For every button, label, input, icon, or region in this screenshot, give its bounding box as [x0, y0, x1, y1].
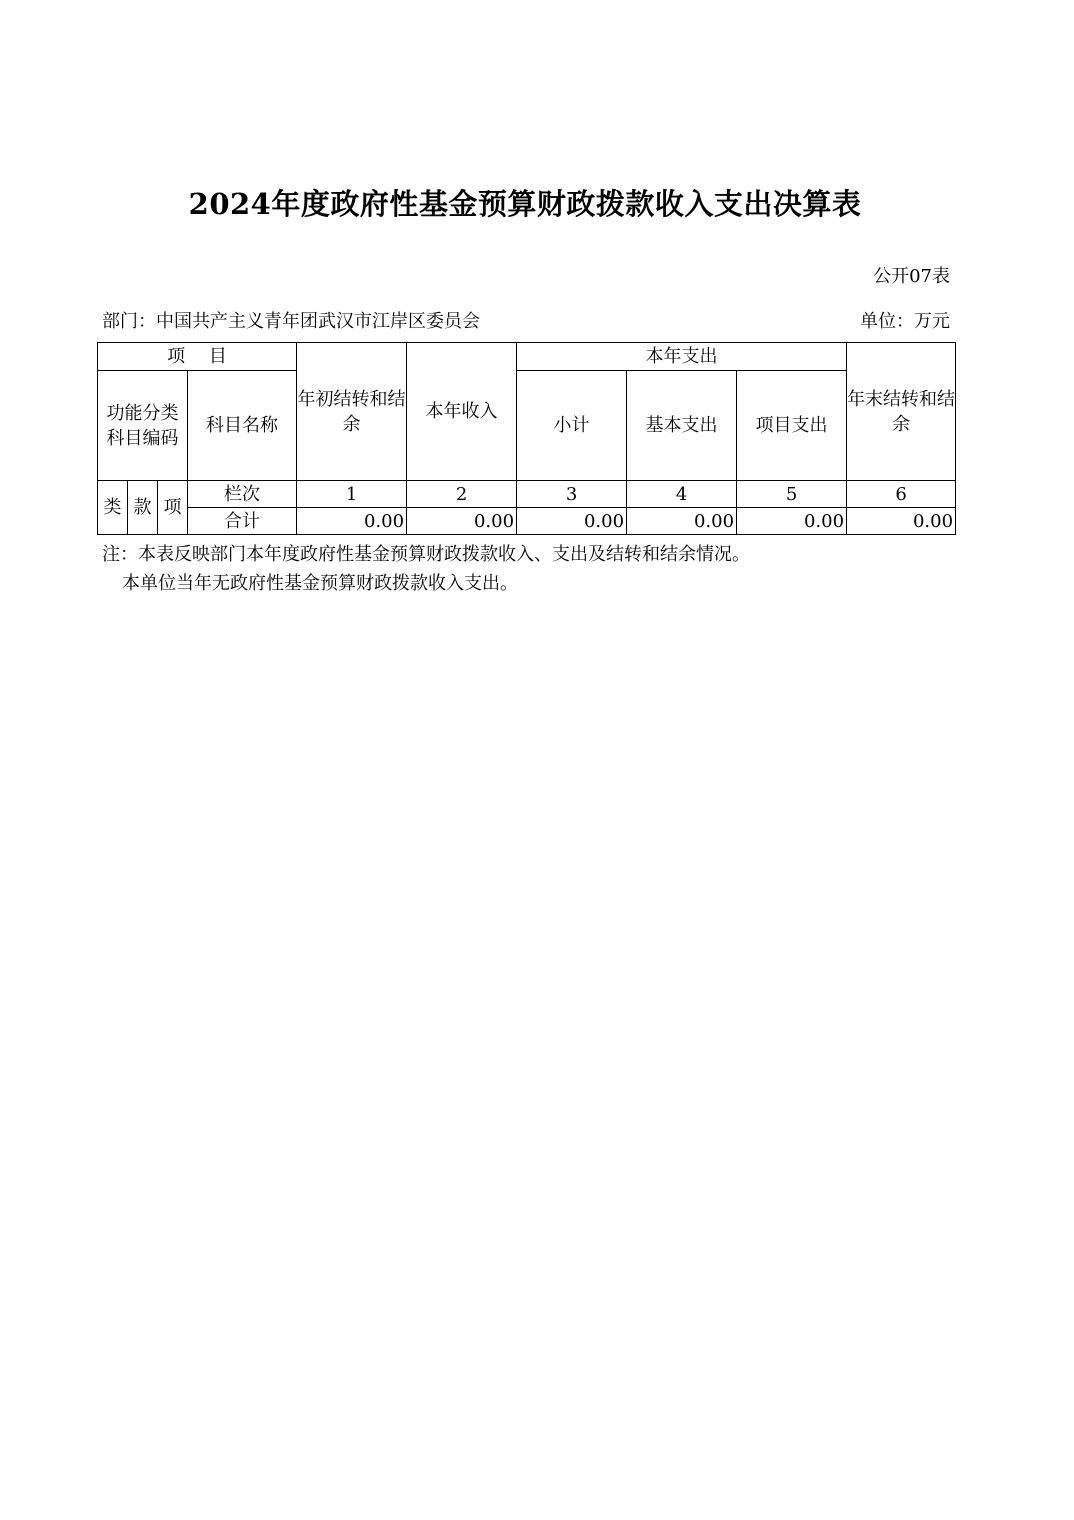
header-func-code: 功能分类科目编码	[98, 371, 188, 481]
header-begin-balance: 年初结转和结余	[297, 343, 407, 481]
header-project: 项目支出	[737, 371, 847, 481]
column-number: 5	[737, 481, 847, 508]
form-code: 公开07表	[873, 266, 950, 287]
column-number: 6	[847, 481, 956, 508]
page-title: 2024年度政府性基金预算财政拨款收入支出决算表	[188, 187, 862, 221]
column-number: 4	[627, 481, 737, 508]
code-lei: 类	[98, 481, 128, 535]
total-label: 合计	[188, 508, 297, 535]
column-number: 1	[297, 481, 407, 508]
department-label: 部门：中国共产主义青年团武汉市江岸区委员会	[102, 311, 480, 332]
header-income: 本年收入	[407, 343, 517, 481]
column-number: 3	[517, 481, 627, 508]
total-value: 0.00	[407, 508, 517, 535]
header-item: 项 目	[98, 343, 297, 371]
total-value: 0.00	[737, 508, 847, 535]
code-kuan: 款	[128, 481, 158, 535]
header-subtotal: 小计	[517, 371, 627, 481]
unit-label: 单位：万元	[860, 311, 950, 332]
header-subject-name: 科目名称	[188, 371, 297, 481]
row-column-label: 栏次	[188, 481, 297, 508]
header-basic: 基本支出	[627, 371, 737, 481]
header-end-balance: 年末结转和结余	[847, 343, 956, 481]
header-expense-group: 本年支出	[517, 343, 847, 371]
total-value: 0.00	[297, 508, 407, 535]
notes	[102, 540, 750, 598]
total-value: 0.00	[627, 508, 737, 535]
total-value: 0.00	[847, 508, 956, 535]
code-xiang: 项	[158, 481, 188, 535]
note-line: 注：本表反映部门本年度政府性基金预算财政拨款收入、支出及结转和结余情况。	[102, 544, 750, 565]
total-value: 0.00	[517, 508, 627, 535]
column-number: 2	[407, 481, 517, 508]
budget-table	[97, 342, 956, 535]
note-line: 本单位当年无政府性基金预算财政拨款收入支出。	[122, 573, 518, 594]
